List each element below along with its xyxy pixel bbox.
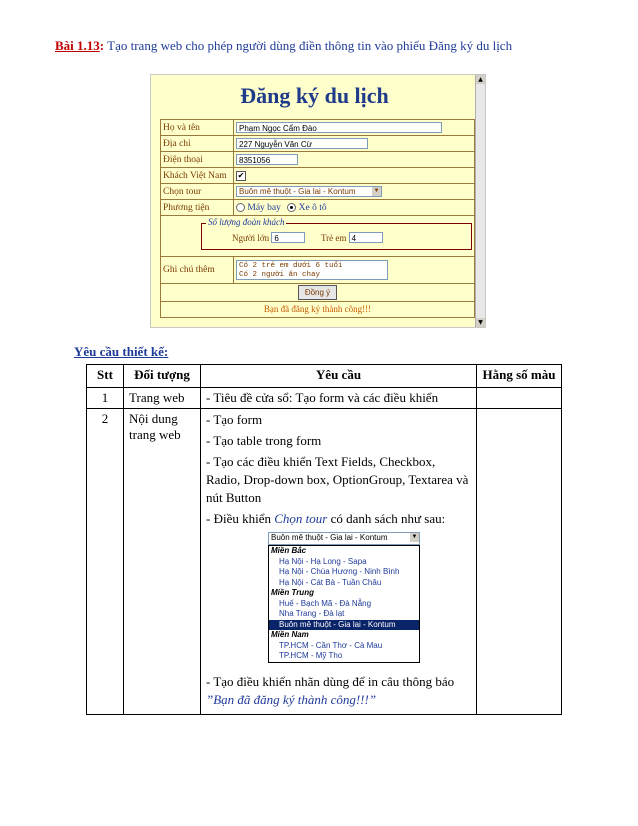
row1-color xyxy=(477,388,562,409)
requirements-table xyxy=(86,364,562,715)
list-item: TP.HCM - Mỹ Tho xyxy=(279,651,343,660)
req-tour-control xyxy=(206,510,471,528)
radio-plane-label: Máy bay xyxy=(247,202,281,213)
row-phone xyxy=(161,152,475,168)
row-address xyxy=(161,136,475,152)
list-item: TP.HCM - Cần Thơ - Cà Mau xyxy=(279,640,383,650)
header-object: Đối tượng xyxy=(124,365,201,388)
row-vietnamese xyxy=(161,168,475,184)
tour-label: Chọn tour xyxy=(161,184,234,200)
group-fieldset xyxy=(201,216,472,250)
tour-select[interactable] xyxy=(236,186,382,197)
row2-color xyxy=(477,409,562,715)
exercise-number: Bài 1.13 xyxy=(55,38,100,53)
row1-object: Trang web xyxy=(124,388,201,409)
note-line-2: Có 2 người ăn chay xyxy=(239,271,321,279)
group-south: Miền Nam xyxy=(271,630,309,639)
list-item: Hạ Nội - Hạ Long - Sapa xyxy=(279,556,367,566)
row1-stt: 1 xyxy=(87,388,124,409)
row1-requirement: - Tiêu đề cửa sổ: Tạo form và các điều khiển xyxy=(201,388,477,409)
header-requirement: Yêu cầu xyxy=(201,365,477,388)
dropdown-selected xyxy=(268,532,420,545)
note-textarea[interactable] xyxy=(236,260,388,280)
child-label: Trẻ em xyxy=(321,232,347,243)
phone-field[interactable]: 8351056 xyxy=(236,154,298,165)
name-label: Họ và tên xyxy=(161,120,234,136)
list-item: Huế - Bạch Mã - Đà Nẵng xyxy=(279,598,372,608)
req-create-form: - Tạo form xyxy=(206,412,263,427)
tour-select-value: Buôn mê thuột - Gia lai - Kontum xyxy=(239,187,356,196)
group-legend: Số lượng đoàn khách xyxy=(208,216,285,227)
req-tour-a: - Điều khiển xyxy=(206,511,275,526)
list-item-selected: Buôn mê thuột - Gia lai - Kontum xyxy=(269,620,419,631)
table-row xyxy=(87,409,562,715)
name-field[interactable]: Phạm Ngọc Cẩm Đào xyxy=(236,122,442,133)
header-color: Hằng số màu xyxy=(477,365,562,388)
row2-stt: 2 xyxy=(87,409,124,715)
scroll-up-icon: ▲ xyxy=(476,75,485,84)
req-label-a: - Tạo điều khiển nhãn dùng để in câu thông báo xyxy=(206,673,455,689)
chevron-down-icon: ▼ xyxy=(373,188,380,194)
req-create-controls: - Tạo các điều khiển Text Fields, Checkbox, Radio, Drop-down box, OptionGroup, Textarea và nút Button xyxy=(206,454,469,505)
row-name xyxy=(161,120,475,136)
row-submit xyxy=(161,284,475,302)
phone-label: Điện thoại xyxy=(161,152,234,168)
dropdown-list xyxy=(268,545,420,663)
table-row xyxy=(87,388,562,409)
row-message xyxy=(161,302,475,318)
dropdown-selected-value: Buôn mê thuột - Gia lai - Kontum xyxy=(271,533,388,542)
adult-label: Người lớn xyxy=(232,232,270,243)
row2-requirement xyxy=(201,409,477,715)
list-item: Nha Trang - Đà lạt xyxy=(279,609,345,618)
req-label-b: ”Bạn đã đăng ký thành công!!!” xyxy=(206,691,377,707)
note-line-1: Có 2 trẻ em dưới 6 tuổi xyxy=(239,262,343,270)
success-message: Bạn đã đăng ký thành công!!! xyxy=(263,304,372,314)
req-tour-c: có danh sách như sau: xyxy=(327,511,446,526)
child-field[interactable]: 4 xyxy=(349,232,383,243)
req-label-control xyxy=(206,673,471,709)
group-north: Miền Bắc xyxy=(271,546,307,555)
radio-car[interactable] xyxy=(287,203,296,212)
address-label: Địa chỉ xyxy=(161,136,234,152)
vn-checkbox[interactable]: ✔ xyxy=(237,170,245,180)
header-stt: Stt xyxy=(87,365,124,388)
transport-label: Phương tiện xyxy=(161,200,234,216)
radio-car-label: Xe ô tô xyxy=(298,202,327,213)
note-label: Ghi chú thêm xyxy=(161,257,234,284)
row-tour xyxy=(161,184,475,200)
requirements-title: Yêu cầu thiết kế: xyxy=(74,344,169,359)
row-note xyxy=(161,257,475,284)
radio-plane[interactable] xyxy=(236,203,245,212)
row-transport xyxy=(161,200,475,216)
vn-label: Khách Việt Nam xyxy=(161,168,234,184)
form-table xyxy=(160,119,475,318)
row2-object: Nội dung trang web xyxy=(124,409,201,715)
exercise-heading xyxy=(55,38,512,54)
list-item: Hạ Nội - Chùa Hương - Ninh Bình xyxy=(279,567,400,576)
screenshot-scrollbar xyxy=(475,75,485,327)
submit-button[interactable]: Đồng ý xyxy=(298,285,337,300)
group-central: Miền Trung xyxy=(271,588,314,597)
row-group xyxy=(161,216,475,257)
list-item: Hạ Nội - Cát Bà - Tuần Châu xyxy=(279,577,382,587)
address-field[interactable]: 227 Nguyễn Văn Cừ xyxy=(236,138,368,149)
heading-colon: : xyxy=(99,38,105,53)
chevron-down-icon: ▼ xyxy=(411,534,418,540)
table-header-row xyxy=(87,365,562,388)
form-title: Đăng ký du lịch xyxy=(240,83,389,108)
req-tour-b: Chọn tour xyxy=(274,511,328,526)
req-create-table: - Tạo table trong form xyxy=(206,433,322,448)
adult-field[interactable]: 6 xyxy=(271,232,305,243)
form-screenshot xyxy=(150,74,486,328)
scroll-down-icon: ▼ xyxy=(476,318,485,327)
tour-dropdown-image xyxy=(268,532,420,663)
exercise-description: Tạo trang web cho phép người dùng điền thông tin vào phiếu Đăng ký du lịch xyxy=(107,38,513,53)
